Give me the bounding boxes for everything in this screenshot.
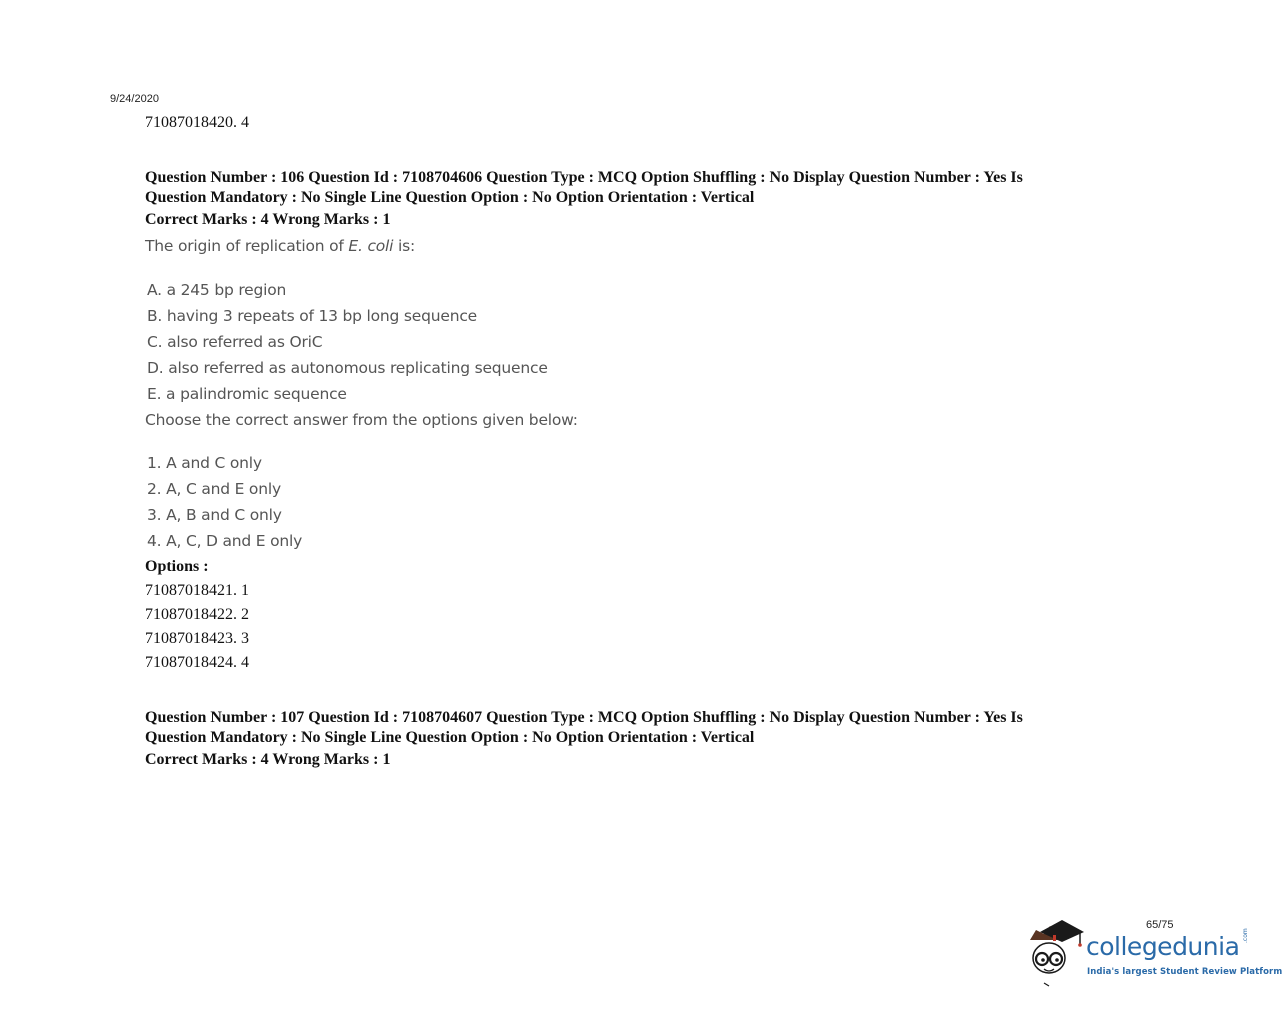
- question-106-meta-line2: Question Mandatory : No Single Line Question Option : No Option Orientation : Vertical: [145, 188, 755, 206]
- option-id-3: 71087018423. 3: [145, 630, 249, 647]
- choice-3: 3. A, B and C only: [147, 506, 282, 524]
- statement-b: B. having 3 repeats of 13 bp long sequence: [147, 307, 477, 325]
- options-label: Options :: [145, 558, 209, 575]
- choice-1: 1. A and C only: [147, 454, 262, 472]
- question-106-meta-line1: Question Number : 106 Question Id : 7108704606 Question Type : MCQ Option Shuffling : No Display Question Number : Yes Is: [145, 169, 1023, 186]
- previous-option-tail: 71087018420. 4: [145, 114, 249, 131]
- stem-organism: E. coli: [348, 237, 394, 255]
- statement-a: A. a 245 bp region: [147, 281, 287, 299]
- statement-e: E. a palindromic sequence: [147, 385, 347, 403]
- brand-domain-suffix: .com: [1242, 928, 1249, 943]
- brand-tagline: India's largest Student Review Platform: [1087, 967, 1283, 977]
- brand-wordmark: collegedunia: [1086, 932, 1240, 961]
- question-107-marks: Correct Marks : 4 Wrong Marks : 1: [145, 751, 391, 768]
- stem-text: The origin of replication of: [145, 237, 349, 255]
- question-107-meta-line1: Question Number : 107 Question Id : 7108704607 Question Type : MCQ Option Shuffling : No Display Question Number : Yes Is: [145, 709, 1023, 726]
- question-106-stem: [145, 237, 415, 255]
- question-107-meta-line2: Question Mandatory : No Single Line Question Option : No Option Orientation : Vertical: [145, 728, 755, 746]
- choice-2: 2. A, C and E only: [147, 480, 281, 498]
- question-106-instruction: Choose the correct answer from the options given below:: [145, 411, 578, 429]
- option-id-2: 71087018422. 2: [145, 606, 249, 623]
- option-id-1: 71087018421. 1: [145, 582, 249, 599]
- question-106-marks: Correct Marks : 4 Wrong Marks : 1: [145, 211, 391, 228]
- choice-4: 4. A, C, D and E only: [147, 532, 303, 550]
- page-number: 65/75: [1146, 919, 1174, 931]
- option-id-4: 71087018424. 4: [145, 654, 249, 671]
- statement-c: C. also referred as OriC: [147, 333, 323, 351]
- question-106-meta: [145, 168, 1105, 207]
- print-date: 9/24/2020: [110, 93, 159, 105]
- statement-d: D. also referred as autonomous replicating sequence: [147, 359, 548, 377]
- stem-text-end: is:: [393, 237, 416, 255]
- question-107-meta: [145, 708, 1105, 747]
